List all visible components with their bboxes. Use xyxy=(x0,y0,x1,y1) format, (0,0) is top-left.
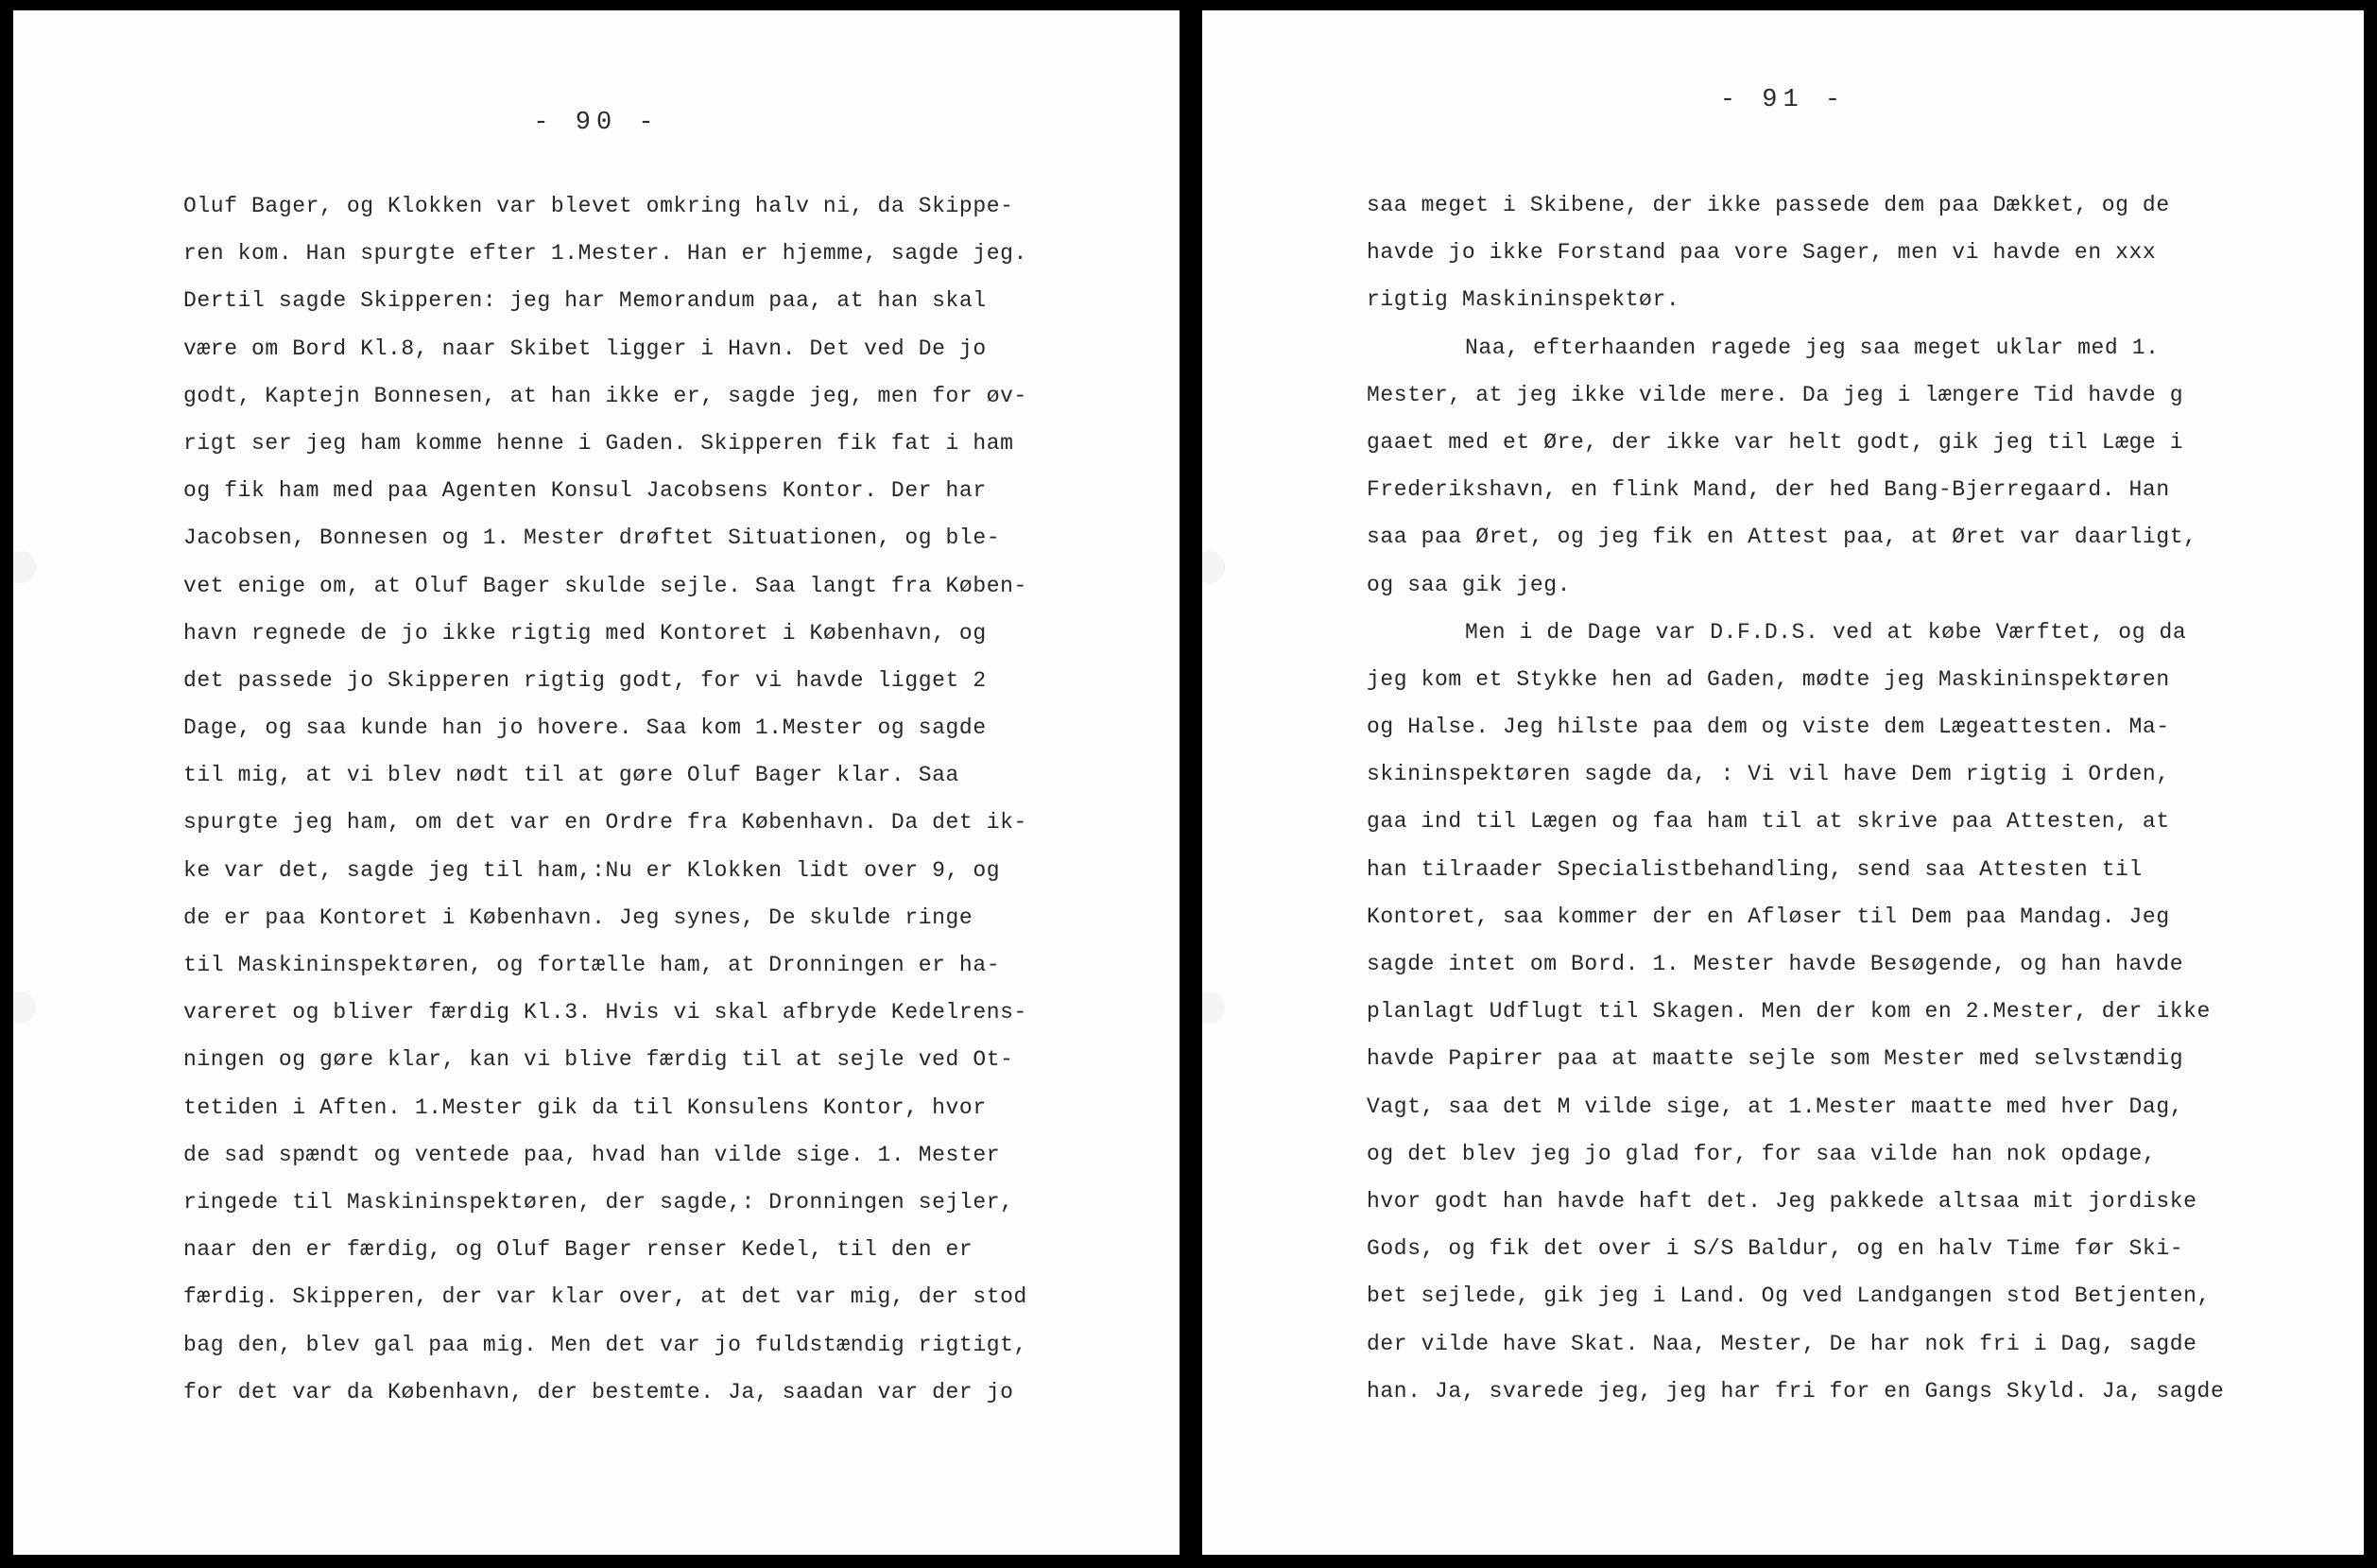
text-line: havde jo ikke Forstand paa vore Sager, men vi havde en xxx xyxy=(1367,240,2157,266)
punch-hole xyxy=(13,991,36,1024)
text-line: skininspektøren sagde da, : Vi vil have Dem rigtig i Orden, xyxy=(1367,762,2170,787)
text-line: saa paa Øret, og jeg fik en Attest paa, at Øret var daarligt, xyxy=(1367,525,2197,550)
text-line: vareret og bliver færdig Kl.3. Hvis vi skal afbryde Kedelrens- xyxy=(183,1000,1027,1025)
right-page xyxy=(1202,10,2364,1555)
text-line: Dertil sagde Skipperen: jeg har Memorandum paa, at han skal xyxy=(183,288,987,314)
text-line: der vilde have Skat. Naa, Mester, De har nok fri i Dag, sagde xyxy=(1367,1331,2197,1356)
text-line: Jacobsen, Bonnesen og 1. Mester drøftet Situationen, og ble- xyxy=(183,526,1001,551)
text-line: ren kom. Han spurgte efter 1.Mester. Han er hjemme, sagde jeg. xyxy=(183,241,1027,267)
text-line: gaaet med et Øre, der ikke var helt godt, gik jeg til Læge i xyxy=(1367,429,2184,455)
punch-hole xyxy=(13,551,36,583)
page-number: - 91 - xyxy=(1719,86,1847,114)
text-line: naar den er færdig, og Oluf Bager renser Kedel, til den er xyxy=(183,1237,973,1263)
text-line: færdig. Skipperen, der var klar over, at det var mig, der stod xyxy=(183,1284,1027,1310)
text-line: ke var det, sagde jeg til ham,:Nu er Klokken lidt over 9, og xyxy=(183,857,1001,883)
text-line: tetiden i Aften. 1.Mester gik da til Konsulens Kontor, hvor xyxy=(183,1094,987,1120)
text-line: ningen og gøre klar, kan vi blive færdig til at sejle ved Ot- xyxy=(183,1047,1014,1073)
text-line: havn regnede de jo ikke rigtig med Kontoret i København, og xyxy=(183,620,987,646)
punch-hole xyxy=(1202,991,1225,1024)
text-line: godt, Kaptejn Bonnesen, at han ikke er, sagde jeg, men for øv- xyxy=(183,383,1027,408)
text-line: vet enige om, at Oluf Bager skulde sejle. Saa langt fra Køben- xyxy=(183,573,1027,598)
text-line: Gods, og fik det over i S/S Baldur, og en halv Time før Ski- xyxy=(1367,1236,2184,1262)
text-line: saa meget i Skibene, der ikke passede dem paa Dækket, og de xyxy=(1367,193,2170,217)
text-line: hvor godt han havde haft det. Jeg pakkede altsaa mit jordiske xyxy=(1367,1188,2197,1214)
text-line: Frederikshavn, en flink Mand, der hed Bang-Bjerregaard. Han xyxy=(1367,477,2170,503)
text-line: ringede til Maskininspektøren, der sagde,: Dronningen sejler, xyxy=(183,1189,1014,1215)
text-line: de er paa Kontoret i København. Jeg synes, De skulde ringe xyxy=(183,905,973,930)
text-line: bag den, blev gal paa mig. Men det var jo fuldstændig rigtigt, xyxy=(183,1332,1027,1357)
text-line: til mig, at vi blev nødt til at gøre Oluf Bager klar. Saa xyxy=(183,763,959,788)
text-line: og Halse. Jeg hilste paa dem og viste dem Lægeattesten. Ma- xyxy=(1367,715,2170,740)
text-line: til Maskininspektøren, og fortælle ham, at Dronningen er ha- xyxy=(183,953,1001,977)
text-line: Dage, og saa kunde han jo hovere. Saa kom 1.Mester og sagde xyxy=(183,715,987,741)
text-line: bet sejlede, gik jeg i Land. Og ved Landgangen stod Betjenten, xyxy=(1367,1284,2211,1309)
punch-hole xyxy=(1202,551,1225,583)
text-line: være om Bord Kl.8, naar Skibet ligger i Havn. Det ved De jo xyxy=(183,336,987,361)
text-line: gaa ind til Lægen og faa ham til at skrive paa Attesten, at xyxy=(1367,809,2170,835)
text-line: og det blev jeg jo glad for, for saa vilde han nok opdage, xyxy=(1367,1141,2157,1166)
text-line: han. Ja, svarede jeg, jeg har fri for en Gangs Skyld. Ja, sagde xyxy=(1367,1378,2225,1404)
page-number: - 90 - xyxy=(533,109,660,137)
text-line: Naa, efterhaanden ragede jeg saa meget uklar med 1. xyxy=(1465,335,2160,360)
left-page xyxy=(13,10,1180,1555)
text-line: sagde intet om Bord. 1. Mester havde Besøgende, og han havde xyxy=(1367,952,2184,976)
text-line: Kontoret, saa kommer der en Afløser til Dem paa Mandag. Jeg xyxy=(1367,904,2170,929)
text-line: de sad spændt og ventede paa, hvad han vilde sige. 1. Mester xyxy=(183,1142,1001,1167)
typed-text-block xyxy=(1367,181,2224,1415)
text-line: Men i de Dage var D.F.D.S. ved at købe Værftet, og da xyxy=(1465,619,2187,645)
text-line: Oluf Bager, og Klokken var blevet omkring halv ni, da Skippe- xyxy=(183,194,1014,218)
text-line: havde Papirer paa at maatte sejle som Mester med selvstændig xyxy=(1367,1046,2184,1072)
typed-text-block xyxy=(183,182,1027,1416)
text-line: Mester, at jeg ikke vilde mere. Da jeg i længere Tid havde g xyxy=(1367,382,2184,407)
text-line: Vagt, saa det M vilde sige, at 1.Mester maatte med hver Dag, xyxy=(1367,1094,2184,1119)
text-line: jeg kom et Stykke hen ad Gaden, mødte jeg Maskininspektøren xyxy=(1367,666,2170,692)
text-line: det passede jo Skipperen rigtig godt, for vi havde ligget 2 xyxy=(183,667,987,693)
text-line: og fik ham med paa Agenten Konsul Jacobsens Kontor. Der har xyxy=(183,478,987,504)
text-line: rigt ser jeg ham komme henne i Gaden. Skipperen fik fat i ham xyxy=(183,430,1014,456)
text-line: rigtig Maskininspektør. xyxy=(1367,287,1680,313)
text-line: han tilraader Specialistbehandling, send saa Attesten til xyxy=(1367,856,2143,882)
text-line: for det var da København, der bestemte. Ja, saadan var der jo xyxy=(183,1379,1014,1404)
text-line: spurgte jeg ham, om det var en Ordre fra København. Da det ik- xyxy=(183,810,1027,836)
text-line: og saa gik jeg. xyxy=(1367,572,1572,597)
text-line: planlagt Udflugt til Skagen. Men der kom en 2.Mester, der ikke xyxy=(1367,999,2211,1025)
